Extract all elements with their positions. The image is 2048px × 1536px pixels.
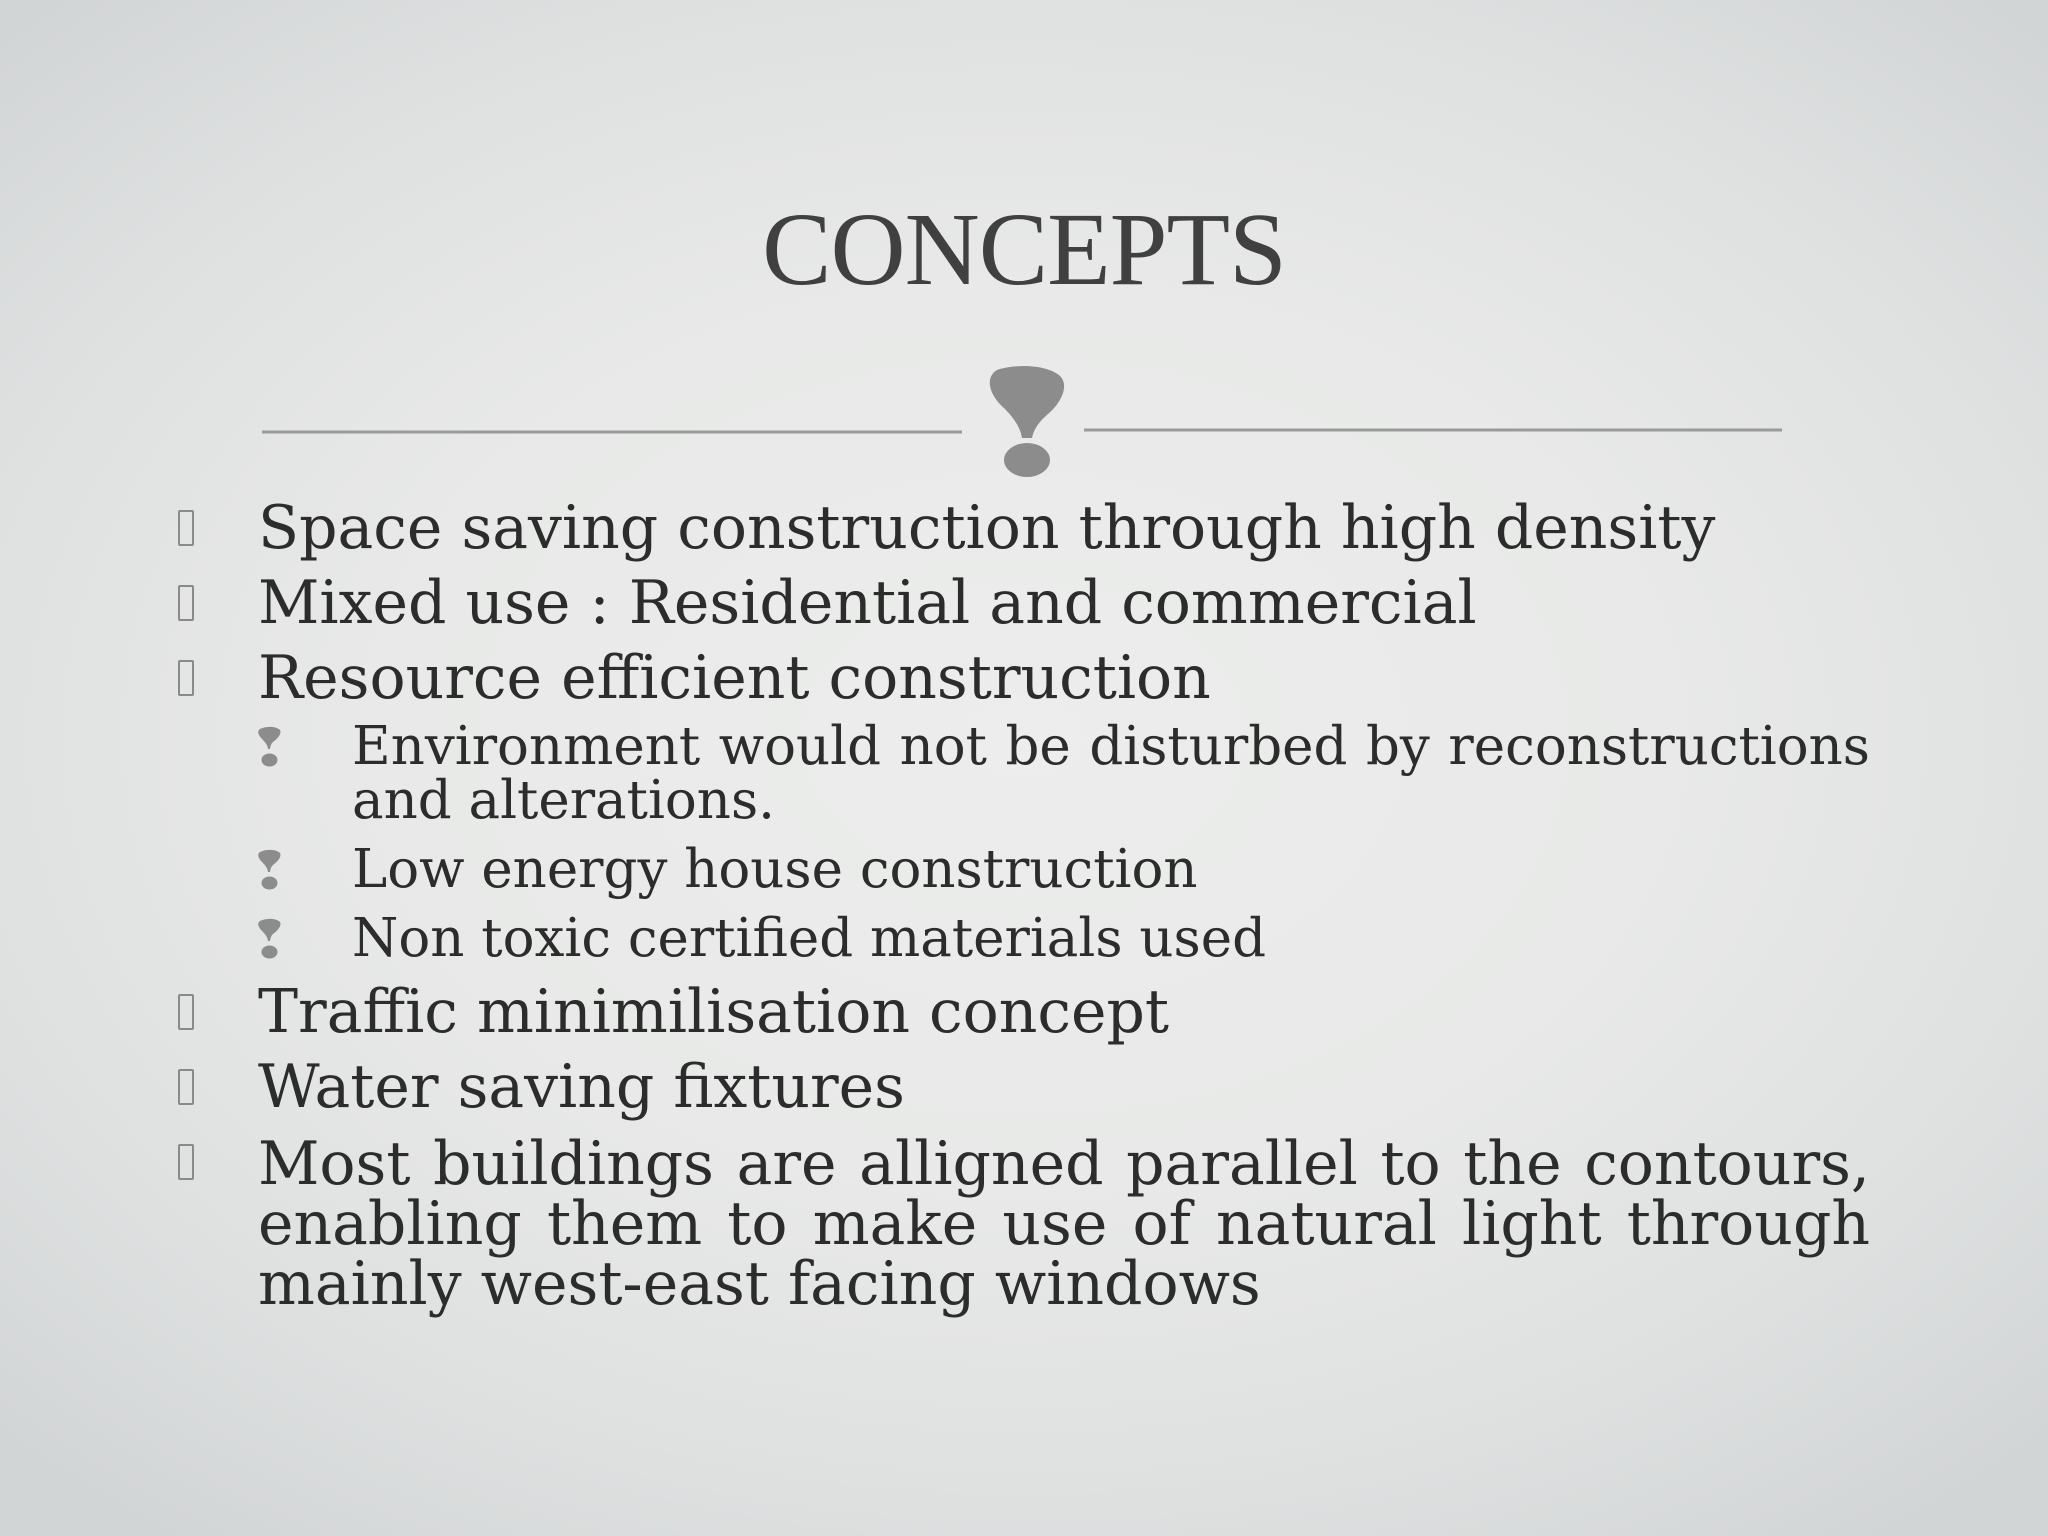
exclamation-ornament-icon (258, 726, 282, 770)
box-bullet-icon (178, 585, 194, 621)
exclamation-ornament-icon (258, 849, 282, 893)
box-bullet-icon (178, 1069, 194, 1105)
bullet-list (178, 493, 1870, 1333)
slide-title: CONCEPTS (762, 192, 1286, 307)
list-item (178, 643, 1870, 713)
list-item-text: Water saving fixtures (258, 1052, 905, 1122)
box-bullet-icon (178, 1144, 194, 1180)
box-bullet-icon (178, 510, 194, 546)
box-bullet-icon (178, 994, 194, 1030)
list-item (178, 568, 1870, 638)
sub-list-item-text: Non toxic certified materials used (352, 908, 1266, 969)
sub-list-item-text: Low energy house construction (352, 839, 1198, 900)
list-item (178, 493, 1870, 563)
sub-list-item (258, 716, 1870, 831)
box-bullet-icon (178, 660, 194, 696)
sub-list-item (258, 839, 1870, 900)
list-item-text: Resource efficient construction (258, 643, 1211, 713)
list-item (178, 1052, 1870, 1122)
list-item-text: Mixed use : Residential and commercial (258, 568, 1477, 638)
list-item-text: Most buildings are alligned parallel to the contours, enabling them to make use of natural light through mainly west-east facing windows (258, 1129, 1870, 1319)
exclamation-ornament-icon (258, 918, 282, 962)
title-divider (262, 362, 1782, 482)
exclamation-ornament-icon (990, 366, 1064, 477)
list-item-text: Traffic minimilisation concept (258, 977, 1170, 1047)
list-item (178, 977, 1870, 1047)
sub-list-item-text: Environment would not be disturbed by reconstructions and alterations. (352, 716, 1870, 831)
list-item-text: Space saving construction through high density (258, 493, 1716, 563)
list-item (178, 1129, 1870, 1319)
sub-list-item (258, 908, 1870, 969)
